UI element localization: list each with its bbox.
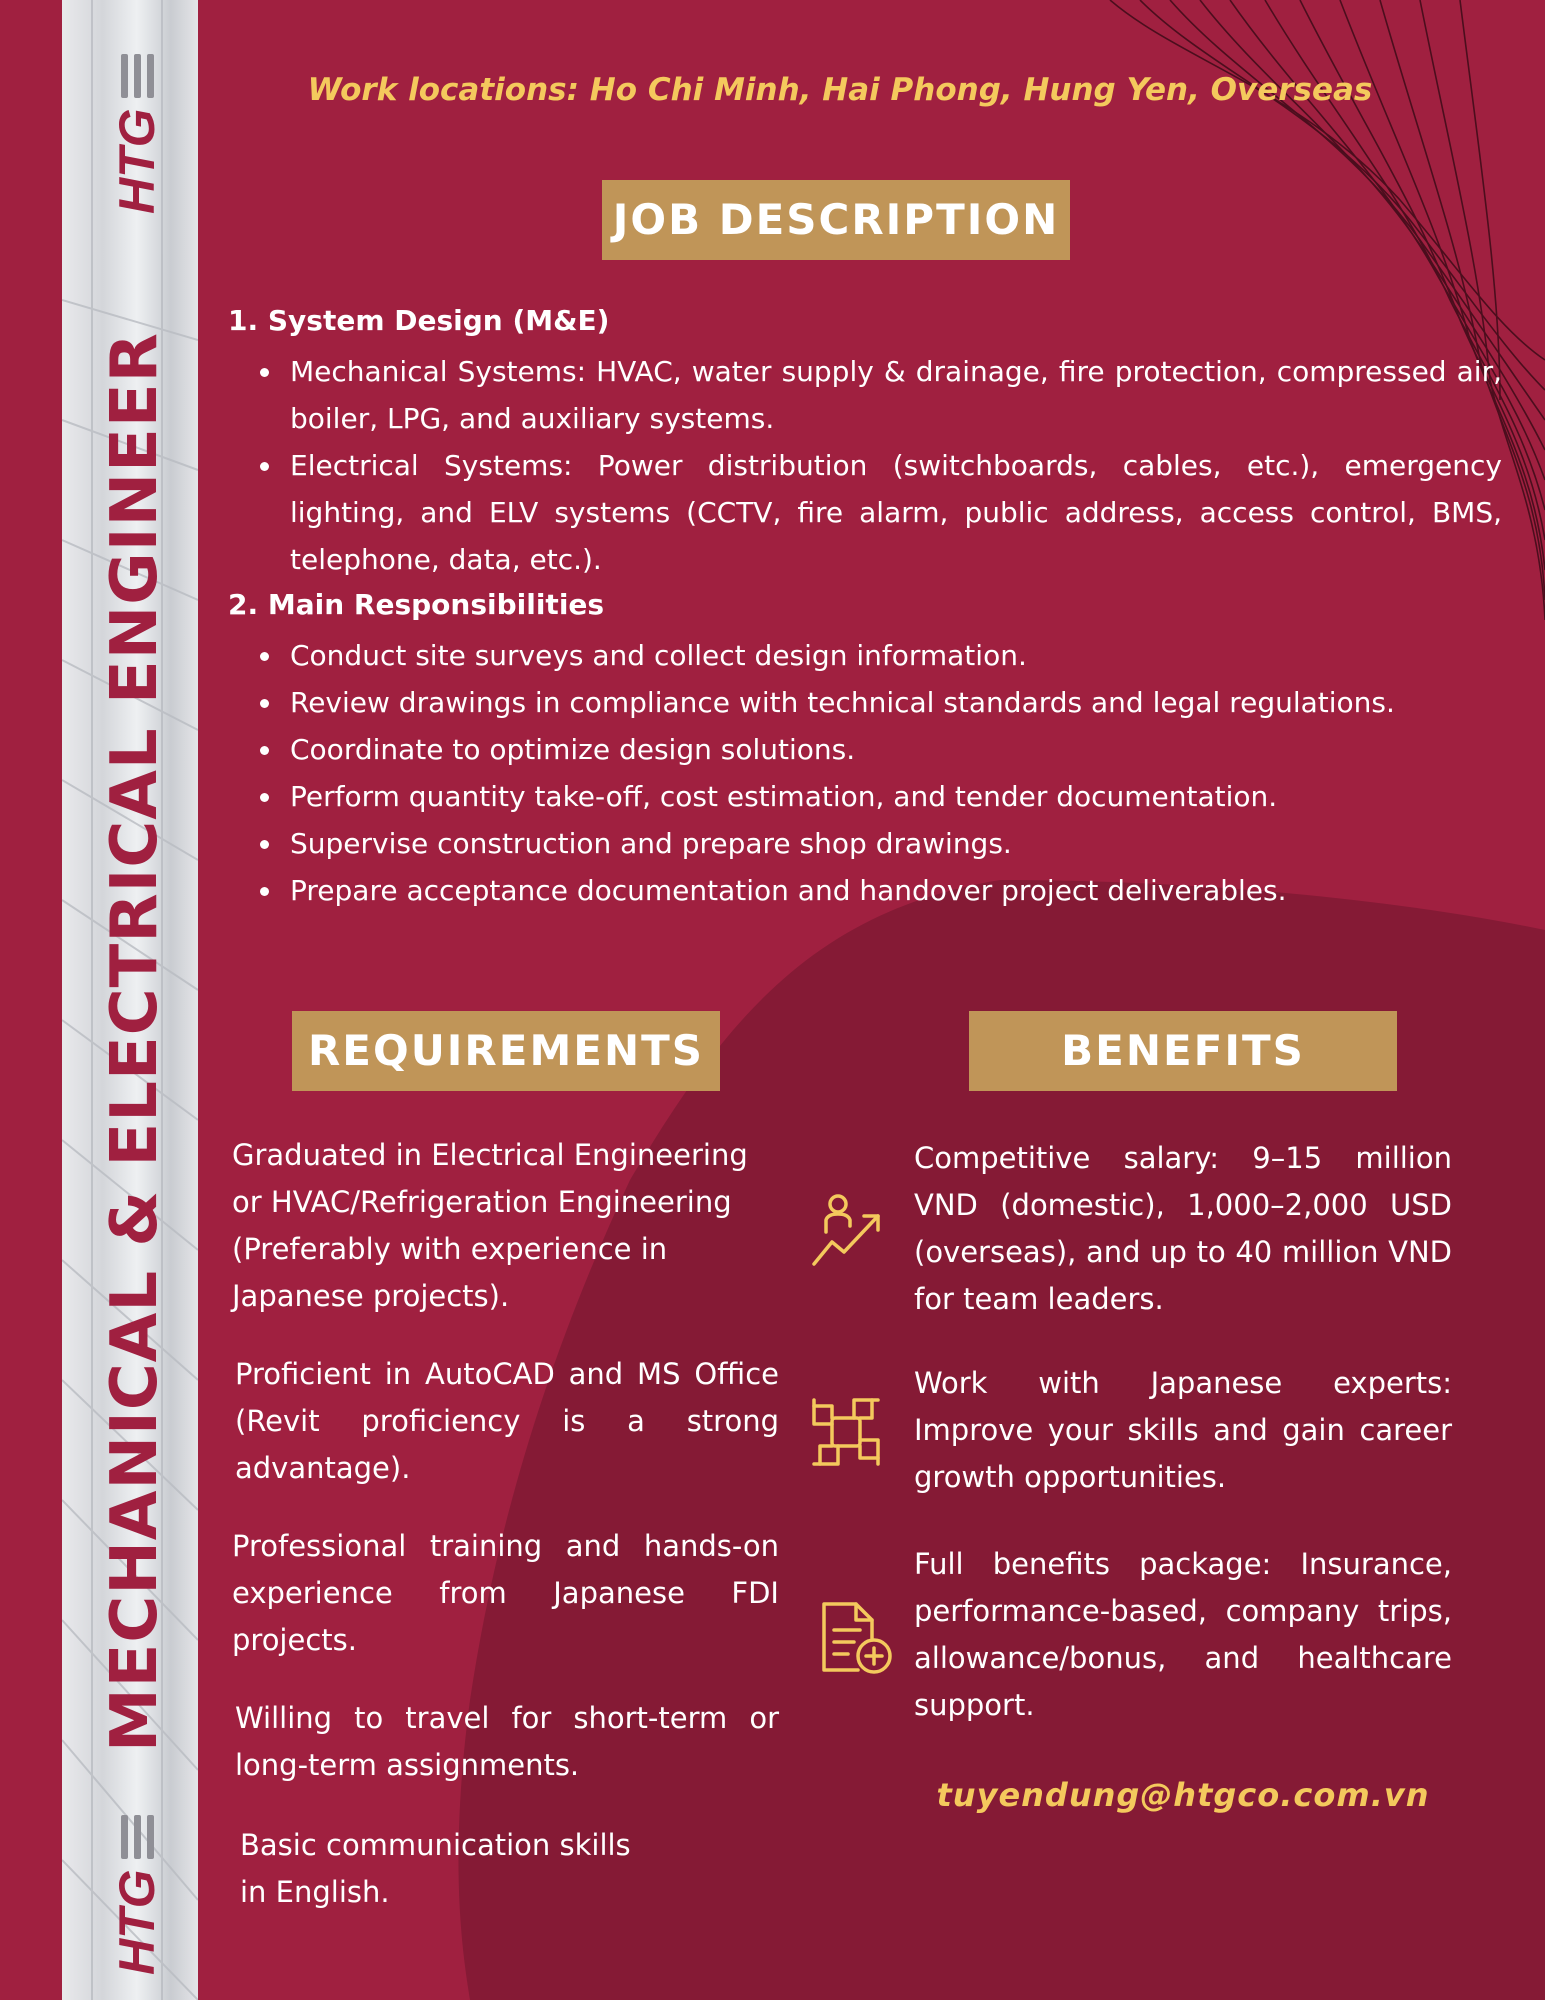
responsibilities-list	[250, 632, 1502, 914]
htg-logo-top	[107, 54, 167, 214]
list-item: • Review drawings in compliance with technical standards and legal regulations.	[284, 679, 1502, 726]
contact-email-link[interactable]: tuyendung@htgco.com.vn	[936, 1776, 1430, 1814]
requirements-badge: REQUIREMENTS	[292, 1011, 720, 1091]
job-description-badge: JOB DESCRIPTION	[602, 180, 1070, 260]
logo-bars-icon	[121, 1815, 154, 1859]
benefits-badge: BENEFITS	[969, 1011, 1397, 1091]
system-design-list	[250, 348, 1502, 583]
list-item: • Prepare acceptance documentation and handover project deliverables.	[284, 867, 1502, 914]
logo-text: HTG	[109, 1869, 165, 1975]
htg-logo-bottom	[107, 1815, 167, 1975]
benefit-item-package: Full benefits package: Insurance, performance-based, company trips, allowance/bonus, and healthcare support.	[914, 1547, 1452, 1722]
growth-person-icon	[808, 1192, 884, 1268]
logo-bars-icon	[121, 54, 154, 98]
requirement-item: Basic communication skills in English.	[240, 1828, 631, 1909]
list-item: • Conduct site surveys and collect design information.	[284, 632, 1502, 679]
vertical-job-title: MECHANICAL & ELECTRICAL ENGINEER	[98, 332, 172, 1752]
benefit-item-salary: Competitive salary: 9–15 million VND (domestic), 1,000–2,000 USD (overseas), and up to 40 million VND for team leaders.	[914, 1141, 1452, 1316]
list-item: • Supervise construction and prepare shop drawings.	[284, 820, 1502, 867]
logo-text: HTG	[109, 108, 165, 214]
section-title-responsibilities: 2. Main Responsibilities	[228, 588, 605, 621]
requirement-item: Willing to travel for short-term or long-term assignments.	[235, 1701, 779, 1782]
work-locations: Work locations: Ho Chi Minh, Hai Phong, Hung Yen, Overseas	[307, 72, 1373, 108]
section-title-system-design: 1. System Design (M&E)	[228, 304, 610, 337]
list-item: • Electrical Systems: Power distribution (switchboards, cables, etc.), emergency lighting, and ELV systems (CCTV, fire alarm, public address, access control, BMS, telephone, data, etc.).	[284, 442, 1502, 583]
requirement-item: Graduated in Electrical Engineering or HVAC/Refrigeration Engineering (Preferably with experience in Japanese projects).	[232, 1138, 748, 1313]
document-plus-icon	[818, 1600, 894, 1676]
teamwork-hands-icon	[808, 1394, 884, 1470]
benefit-item-experts: Work with Japanese experts: Improve your skills and gain career growth opportunities.	[914, 1366, 1452, 1494]
requirement-item: Professional training and hands-on experience from Japanese FDI projects.	[232, 1529, 779, 1657]
list-item: • Mechanical Systems: HVAC, water supply & drainage, fire protection, compressed air, boiler, LPG, and auxiliary systems.	[284, 348, 1502, 442]
requirement-item: Proficient in AutoCAD and MS Office (Revit proficiency is a strong advantage).	[235, 1357, 779, 1485]
list-item: • Perform quantity take-off, cost estimation, and tender documentation.	[284, 773, 1502, 820]
list-item: • Coordinate to optimize design solutions.	[284, 726, 1502, 773]
